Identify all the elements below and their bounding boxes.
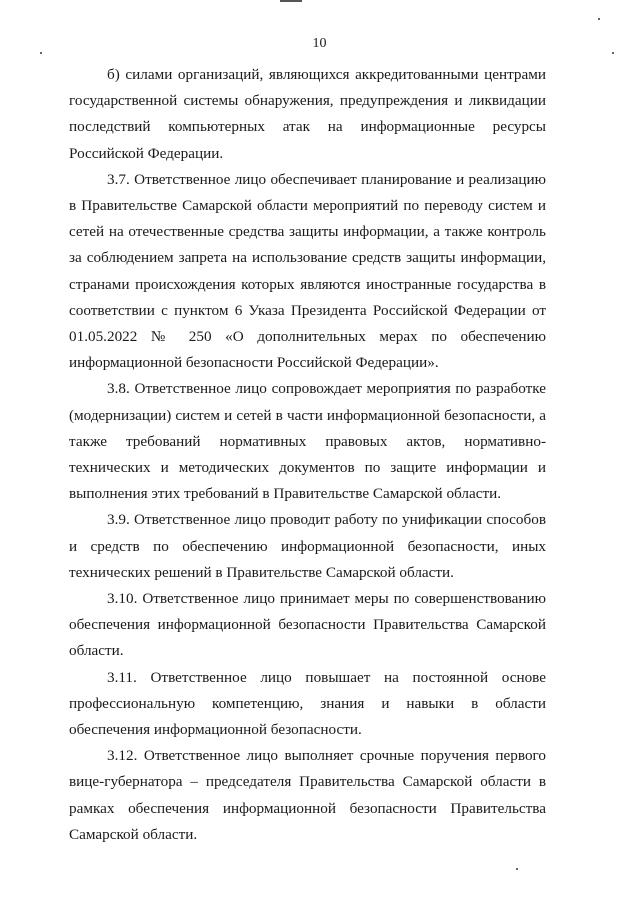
scan-speck [516,868,518,870]
scan-mark [280,0,302,2]
page-number: 10 [312,36,327,51]
scan-speck [612,52,614,54]
document-body [69,62,546,848]
scan-speck [40,52,42,54]
paragraph-3-12: 3.12. Ответственное лицо выполняет срочные поручения первого вице-губернатора – председателя Правительства Самарской области в рамках обеспечения информационной безопасности Правительства Самарской области. [69,747,546,843]
paragraph-3-8: 3.8. Ответственное лицо сопровождает мероприятия по разработке (модернизации) систем и сетей в части информационной безопасности, а также требований нормативных правовых актов, нормативно-технических и методических документов по защите информации и выполнения этих требований в Правительстве Самарской области. [69,380,546,503]
paragraph-3-9: 3.9. Ответственное лицо проводит работу по унификации способов и средств по обеспечению информационной безопасности, иных технических решений в Правительстве Самарской области. [69,511,546,581]
paragraph-3-7: 3.7. Ответственное лицо обеспечивает планирование и реализацию в Правительстве Самарской области мероприятий по переводу систем и сетей на отечественные средства защиты информации, а также контроль за соблюдением запрета на использование средств защиты информации, странами происхождения которых являются иностранные государства в соответствии с пунктом 6 Указа Президента Российской Федерации от 01.05.2022 № 250 «О дополнительных мерах по обеспечению информационной безопасности Российской Федерации». [69,170,546,372]
scan-speck [598,18,600,20]
paragraph-3-11: 3.11. Ответственное лицо повышает на постоянной основе профессиональную компетенцию, знания и навыки в области обеспечения информационной безопасности. [69,668,546,739]
paragraph-3-10: 3.10. Ответственное лицо принимает меры по совершенствованию обеспечения информационной безопасности Правительства Самарской области. [69,590,546,660]
paragraph-b: б) силами организаций, являющихся аккредитованными центрами государственной системы обнаружения, предупреждения и ликвидации последствий компьютерных атак на информационные ресурсы Российской Федерации. [69,66,546,162]
